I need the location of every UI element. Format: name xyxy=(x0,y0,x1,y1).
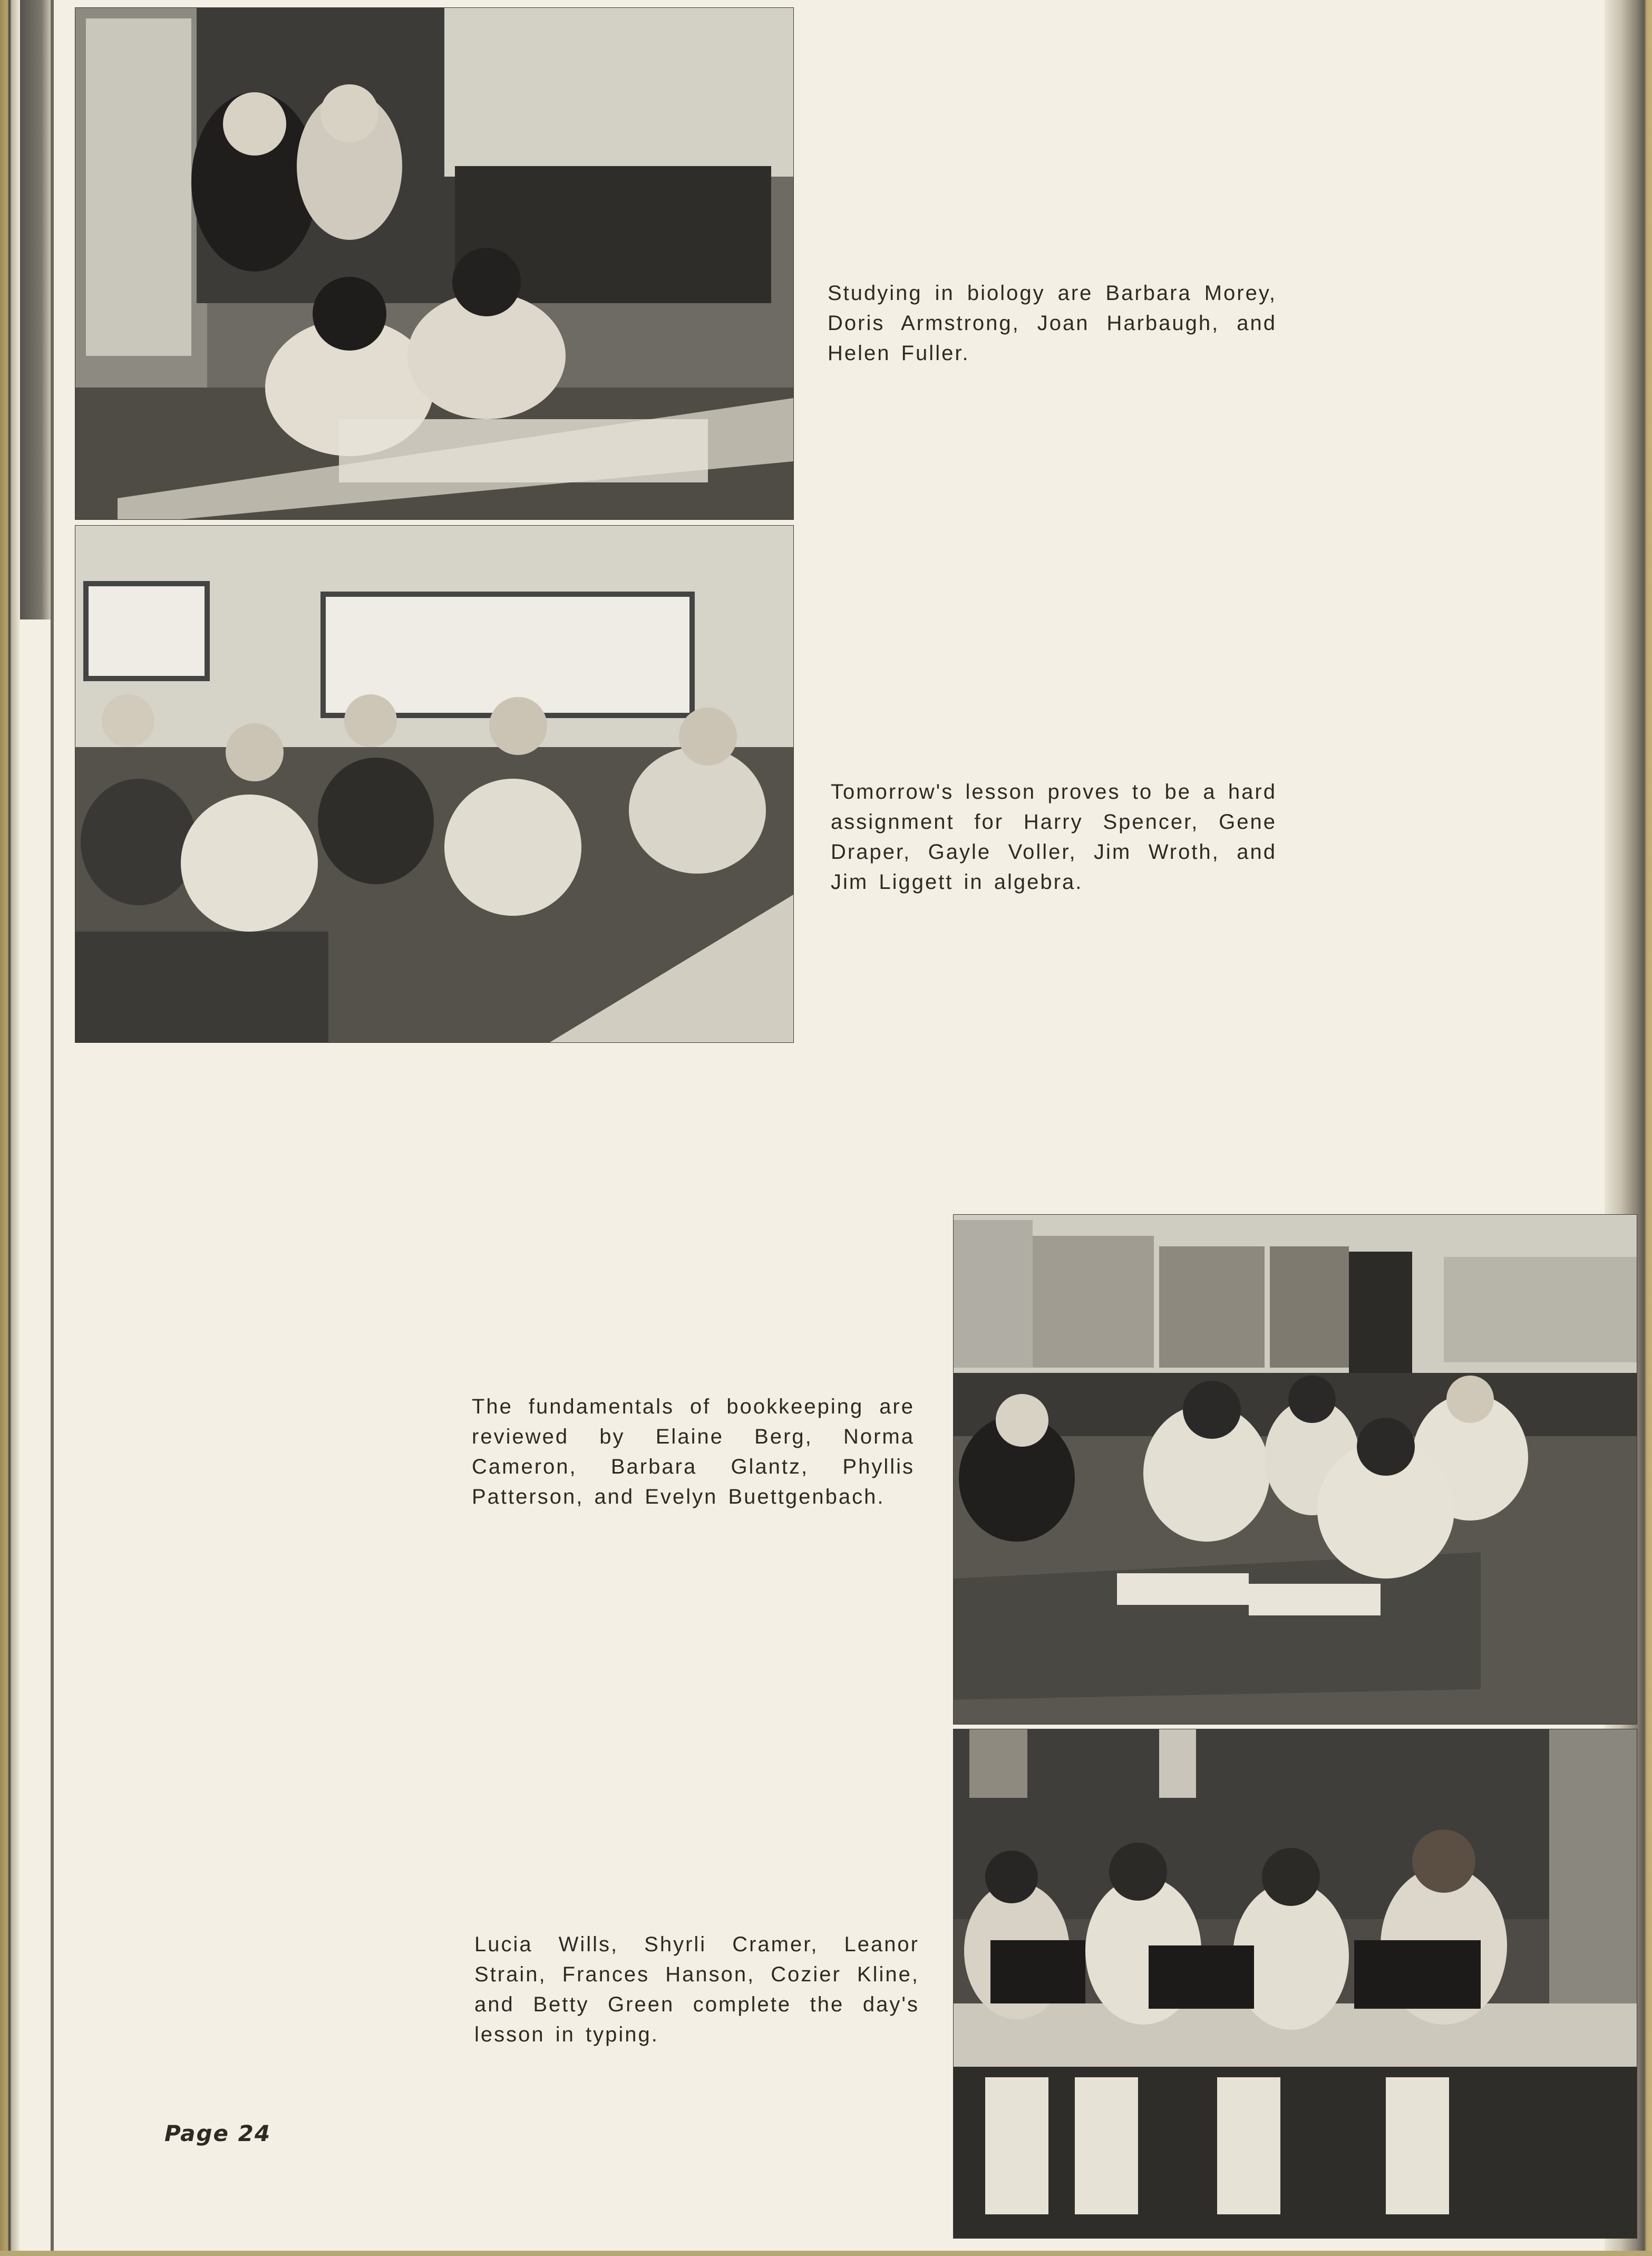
page-shadow xyxy=(20,0,51,619)
page-bottom-edge xyxy=(0,2251,1652,2256)
typing-photo-image xyxy=(954,1729,1637,2238)
bookkeeping-photo-image xyxy=(954,1215,1637,1724)
page-margin-rule xyxy=(51,0,54,2256)
page-binding-edge xyxy=(0,0,20,2256)
biology-photo xyxy=(75,7,794,520)
algebra-photo-image xyxy=(75,526,793,1042)
algebra-photo xyxy=(75,525,794,1043)
biology-caption: Studying in biology are Barbara Morey, Doris Armstrong, Joan Harbaugh, and Helen Fuller. xyxy=(828,282,1277,365)
page-number: Page 24 xyxy=(164,2121,271,2146)
bookkeeping-photo xyxy=(953,1214,1637,1725)
typing-photo xyxy=(953,1729,1637,2239)
algebra-caption: Tomorrow's lesson proves to be a hard assignment for Harry Spencer, Gene Draper, Gayle Voller, Jim Wroth, and Jim Liggett in algebra. xyxy=(831,780,1277,894)
typing-caption: Lucia Wills, Shyrli Cramer, Leanor Strain, Frances Hanson, Cozier Kline, and Betty Green complete the day's lesson in typing. xyxy=(474,1933,919,2046)
biology-photo-image xyxy=(75,8,793,519)
bookkeeping-caption: The fundamentals of bookkeeping are reviewed by Elaine Berg, Norma Cameron, Barbara Glantz, Phyllis Patterson, and Evelyn Buettgenbach. xyxy=(472,1395,915,1508)
